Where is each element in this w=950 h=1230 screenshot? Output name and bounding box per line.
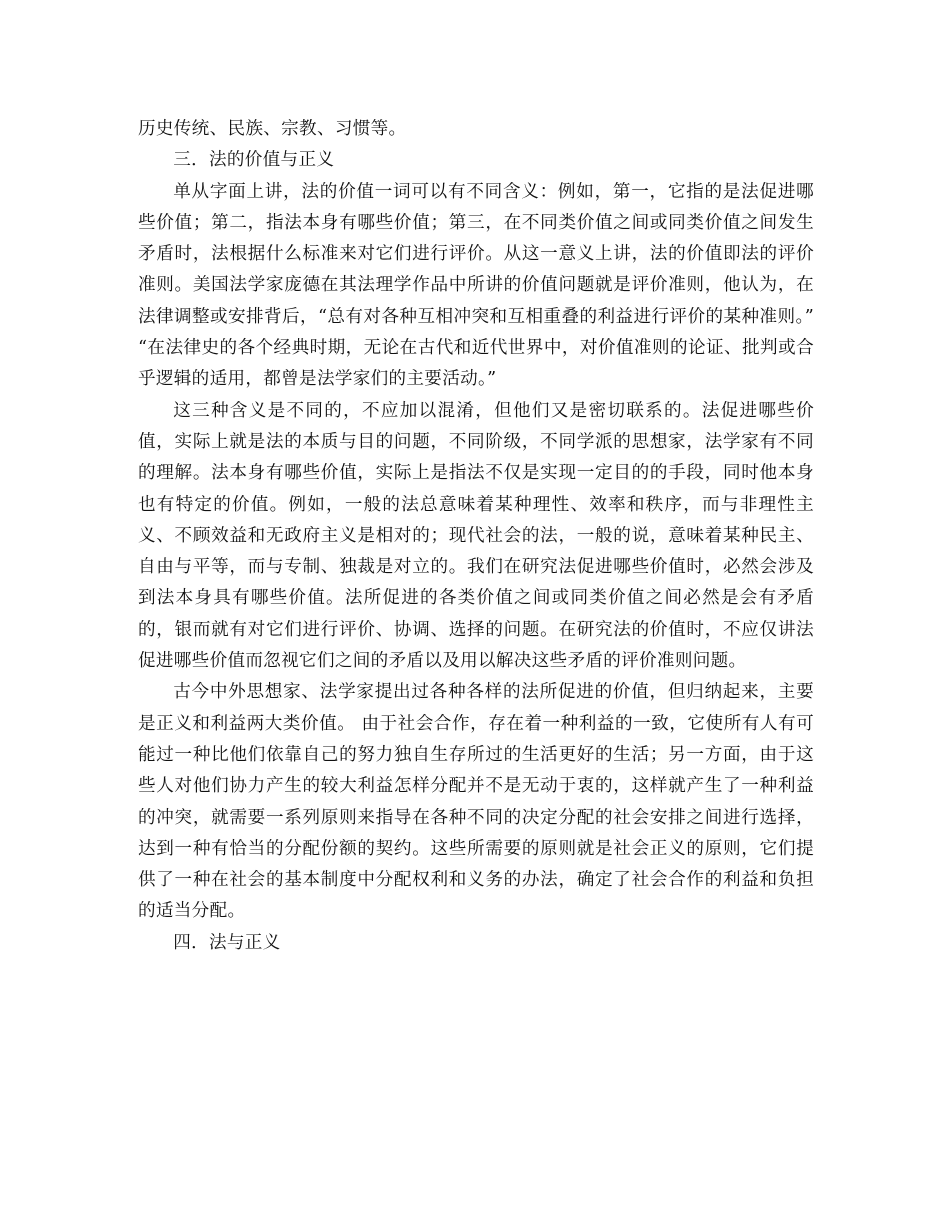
paragraph-justice-interest: 古今中外思想家、法学家提出过各种各样的法所促进的价值，但归纳起来，主要是正义和利益两大类价值。 由于社会合作，存在着一种利益的一致，它使所有人有可能过一种比他们依靠自己的努力独自生存所过的生活更好的生活；另一方面，由于这些人对他们协力产生的较大利益怎样分配并不是无动于衷的，这样就产生了一种利益的冲突，就需要一系列原则来指导在各种不同的决定分配的社会安排之间进行选择，达到一种有恰当的分配份额的契约。这些所需要的原则就是社会正义的原则，它们提供了一种在社会的基本制度中分配权利和义务的办法，确定了社会合作的利益和负担的适当分配。 [138,682,814,922]
document-body [138,114,814,959]
paragraph-value-meanings: 单从字面上讲，法的价值一词可以有不同含义：例如，第一，它指的是法促进哪些价值；第二，指法本身有哪些价值；第三，在不同类价值之间或同类价值之间发生矛盾时，法根据什么标准来对它们进行评价。从这一意义上讲，法的价值即法的评价准则。美国法学家庞德在其法理学作品中所讲的价值问题就是评价准则，他认为，在法律调整或安排背后，“总有对各种互相冲突和互相重叠的利益进行评价的某种准则。” “在法律史的各个经典时期，无论在古代和近代世界中，对价值准则的论证、批判或合乎逻辑的适用，都曾是法学家们的主要活动。” [138,181,814,390]
paragraph-continuation: 历史传统、民族、宗教、习惯等。 [138,119,407,139]
section-heading-3: 三．法的价值与正义 [173,150,335,171]
paragraph-three-meanings: 这三种含义是不同的，不应加以混淆，但他们又是密切联系的。法促进哪些价值，实际上就是法的本质与目的问题，不同阶级，不同学派的思想家，法学家有不同的理解。法本身有哪些价值，实际上是指法不仅是实现一定目的的手段，同时他本身也有特定的价值。例如，一般的法总意味着某种理性、效率和秩序，而与非理性主义、不顾效益和无政府主义是相对的；现代社会的法，一般的说，意味着某种民主、自由与平等，而与专制、独裁是对立的。我们在研究法促进哪些价值时，必然会涉及到法本身具有哪些价值。法所促进的各类价值之间或同类价值之间必然是会有矛盾的，银而就有对它们进行评价、协调、选择的问题。在研究法的价值时，不应仅讲法促进哪些价值而忽视它们之间的矛盾以及用以解决这些矛盾的评价准则问题。 [138,400,814,672]
section-heading-4: 四．法与正义 [173,932,281,953]
